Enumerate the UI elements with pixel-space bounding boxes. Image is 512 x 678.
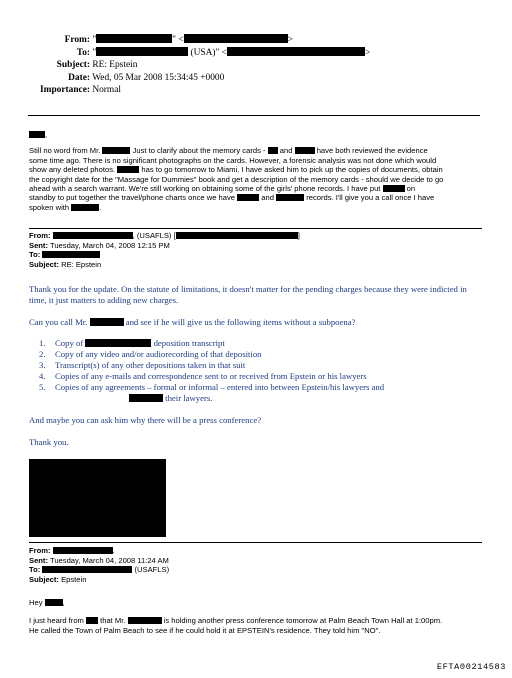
redaction (71, 204, 99, 211)
header-subject-row (0, 59, 512, 72)
message-3-body (29, 598, 491, 635)
msg2-sent-row: Sent: Tuesday, March 04, 2008 12:15 PM (29, 240, 170, 250)
msg2-item-list (29, 338, 484, 404)
redaction (86, 617, 98, 624)
message-1-paragraph: Still no word from Mr. Just to clarify about the memory cards - and have both reviewed the evidence some time ago. There is no significant photographs on the cards. However, a forensic analysis was not done which would show any deleted photos. has to go tomorrow to Miami. I have asked him to pick up the copies of documents, obtain the copyright date for the "Massage for Dummies" book and get a description of the memory cards - should we decide to go ahead with a search warrant. We're still working on obtaining some of the girls' phone records. I have put on standby to put together the travel/phone charts once we have and records. I'll give you a call once I have spoken with . (29, 146, 444, 212)
redaction (295, 147, 315, 154)
message-3-header (29, 546, 489, 584)
msg2-from-row: From: , (USAFLS) [ ] (29, 231, 300, 240)
header-to-row: To: " (USA)" < > (0, 47, 512, 60)
redaction (85, 339, 151, 347)
redaction (53, 232, 133, 239)
redacted-signature-block (29, 459, 166, 537)
redaction (268, 147, 278, 154)
message-2-body (29, 284, 484, 448)
from-label: From: (64, 35, 90, 45)
redaction (227, 47, 365, 56)
header-date-row (0, 72, 512, 85)
header-from-row: From: " " < > (0, 34, 512, 47)
redaction (42, 566, 132, 573)
message-divider (29, 228, 482, 229)
redaction (96, 34, 172, 43)
msg3-sent-row: Sent: Tuesday, March 04, 2008 11:24 AM (29, 555, 169, 565)
msg3-subject-row: Subject: Epstein (29, 574, 87, 584)
redaction (102, 147, 130, 154)
header-importance-row (0, 84, 512, 97)
redaction (276, 194, 304, 201)
redaction (237, 194, 259, 201)
msg3-from-row: From: . (29, 546, 115, 555)
redaction (129, 394, 163, 402)
redaction (29, 131, 45, 138)
subject-value: RE: Epstein (92, 60, 138, 70)
importance-label: Importance: (40, 85, 90, 95)
list-item: 4. Copies of any e-mails and correspondence sent to or received from Epstein or his lawyers (39, 371, 367, 381)
redaction (184, 34, 288, 43)
greeting: , (29, 130, 489, 139)
msg2-thanks: Thank you. (29, 437, 69, 447)
list-item: 2. Copy of any video and/or audiorecording of that deposition (39, 349, 262, 359)
redaction (128, 617, 162, 624)
msg2-para1: Thank you for the update. On the statute of limitations, it doesn't matter for the pending charges because they were indicted in time, it just matters to adding new charges. (29, 284, 467, 305)
header-divider (28, 115, 480, 116)
redaction (90, 318, 124, 326)
list-item: 1. Copy of deposition transcript (39, 338, 225, 348)
redaction (42, 251, 100, 258)
redaction (117, 166, 139, 173)
document-id: EFTA00214583 (436, 662, 506, 672)
msg2-subject-row: Subject: RE: Epstein (29, 259, 102, 269)
list-item: 5. Copies of any agreements – formal or informal – entered into between Epstein/his lawyers and their lawyers. (39, 382, 385, 403)
importance-value: Normal (92, 85, 121, 95)
msg2-to-row: To: (29, 250, 489, 260)
to-label: To: (76, 47, 90, 58)
message-1-body (29, 130, 489, 212)
message-divider (29, 542, 482, 543)
redaction (53, 547, 113, 554)
msg3-paragraph: I just heard from that Mr. is holding another press conference tomorrow at Palm Beach Town Hall at 1:00pm. He called the Town of Palm Beach to see if he could hold it at EPSTEIN's residence. They told him "NO". (29, 616, 443, 635)
date-value: Wed, 05 Mar 2008 15:34:45 +0000 (92, 72, 225, 83)
list-item: 3. Transcript(s) of any other depositions taken in that suit (39, 360, 246, 370)
msg2-ask: Can you call Mr. and see if he will give us the following items without a subpoena? (29, 317, 356, 327)
subject-label: Subject: (56, 60, 90, 70)
redaction (383, 185, 405, 192)
redaction (45, 599, 63, 606)
redaction (96, 47, 188, 56)
message-2-header (29, 231, 489, 269)
msg3-greeting: Hey , (29, 598, 65, 607)
msg2-press: And maybe you can ask him why there will be a press conference? (29, 415, 262, 425)
msg3-to-row: To: (USAFLS) (29, 565, 170, 575)
email-header (0, 34, 512, 97)
redaction (176, 232, 298, 239)
date-label: Date: (68, 72, 90, 83)
